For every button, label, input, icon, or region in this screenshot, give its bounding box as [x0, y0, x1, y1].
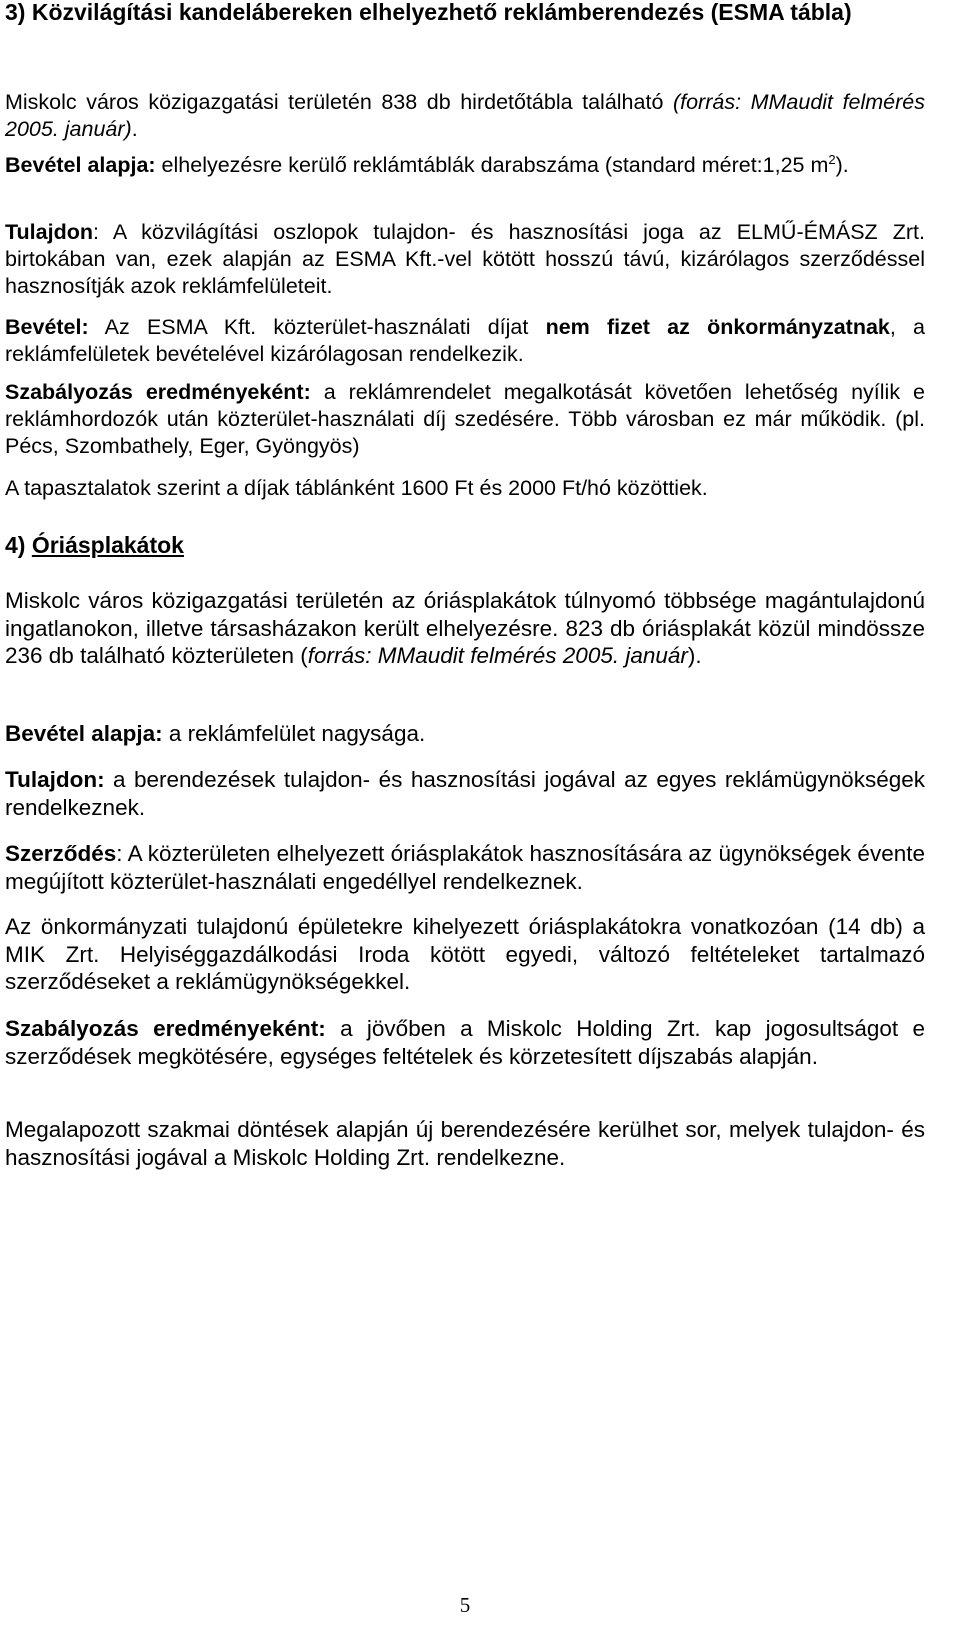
- label-szerzodes: Szerződés: [5, 841, 117, 866]
- section-3-paragraph-3: Tulajdon: A közvilágítási oszlopok tulajdon- és hasznosítási joga az ELMŰ-ÉMÁSZ Zrt. birtokában van, ezek alapján az ESMA Kft.-vel kötött hosszú távú, kizárólagos szerződéssel hasznosítják azok reklámfelületeit.: [5, 220, 925, 298]
- label-szabalyozas: Szabályozás eredményeként:: [5, 380, 311, 404]
- section-3-paragraph-6: A tapasztalatok szerint a díjak táblánként 1600 Ft és 2000 Ft/hó közöttiek.: [5, 476, 708, 500]
- label-bevetel: Bevétel:: [5, 315, 89, 339]
- section-4-paragraph-3: Tulajdon: a berendezések tulajdon- és hasznosítási jogával az egyes reklámügynökségek rendelkeznek.: [5, 767, 925, 820]
- label-szabalyozas: Szabályozás eredményeként:: [5, 1016, 326, 1041]
- source-citation: (forrás: MMaudit felmérés 2005. január): [5, 90, 926, 141]
- section-3-paragraph-4: Bevétel: Az ESMA Kft. közterület-használati díjat nem fizet az önkormányzatnak, a reklámfelületek bevételével kizárólagosan rendelkezik.: [5, 315, 926, 366]
- section-4-heading: 4) Óriásplakátok: [5, 532, 184, 558]
- label-tulajdon: Tulajdon:: [5, 767, 105, 792]
- page-number: 5: [459, 1593, 471, 1617]
- label-bevetel-alapja: Bevétel alapja:: [5, 721, 163, 746]
- label-tulajdon: Tulajdon: [5, 220, 93, 244]
- section-3-paragraph-1: Miskolc város közigazgatási területén 838 db hirdetőtábla található (forrás: MMaudit felmérés 2005. január).: [5, 90, 926, 141]
- section-4-title: Óriásplakátok: [31, 532, 184, 558]
- label-bevetel-alapja: Bevétel alapja:: [5, 153, 156, 177]
- section-4-paragraph-2: Bevétel alapja: a reklámfelület nagysága.: [5, 721, 426, 746]
- section-4-paragraph-7: Megalapozott szakmai döntések alapján új berendezésére kerülhet sor, melyek tulajdon- és hasznosítási jogával a Miskolc Holding Zrt. rendelkezne.: [5, 1117, 925, 1170]
- emphasis-nem-fizet: nem fizet az önkormányzatnak: [545, 315, 890, 339]
- source-citation: forrás: MMaudit felmérés 2005. január: [307, 643, 688, 668]
- section-4-paragraph-4: Szerződés: A közterületen elhelyezett óriásplakátok hasznosítására az ügynökségek évente megújított közterület-használati engedéllyel rendelkeznek.: [5, 841, 925, 894]
- section-3-heading: 3) Közvilágítási kandelábereken elhelyezhető reklámberendezés (ESMA tábla): [5, 0, 852, 25]
- section-3-paragraph-5: Szabályozás eredményeként: a reklámrendelet megalkotását követően lehetőség nyílik e reklámhordozók után közterület-használati díj szedésére. Több városban ez már működik. (pl. Pécs, Szombathely, Eger, Gyöngyös): [5, 380, 925, 458]
- section-3-paragraph-2: Bevétel alapja: elhelyezésre kerülő reklámtáblák darabszáma (standard méret:1,25 $m^2$).: [5, 151, 849, 177]
- section-4-paragraph-5: Az önkormányzati tulajdonú épületekre kihelyezett óriásplakátokra vonatkozóan (14 db) a MIK Zrt. Helyiséggazdálkodási Iroda kötött egyedi, változó feltételeket tartalmazó szerződéseket a reklámügynökségekkel.: [5, 914, 925, 994]
- section-4-paragraph-6: Szabályozás eredményeként: a jövőben a Miskolc Holding Zrt. kap jogosultságot e szerződések megkötésére, egységes feltételek és körzetesített díjszabás alapján.: [5, 1016, 926, 1069]
- section-4-paragraph-1: Miskolc város közigazgatási területén az óriásplakátok túlnyomó többsége magántulajdonú ingatlanokon, illetve társasházakon került elhelyezésre. 823 db óriásplakát közül mindössze 236 db található közterületen (forrás: MMaudit felmérés 2005. január).: [5, 588, 925, 668]
